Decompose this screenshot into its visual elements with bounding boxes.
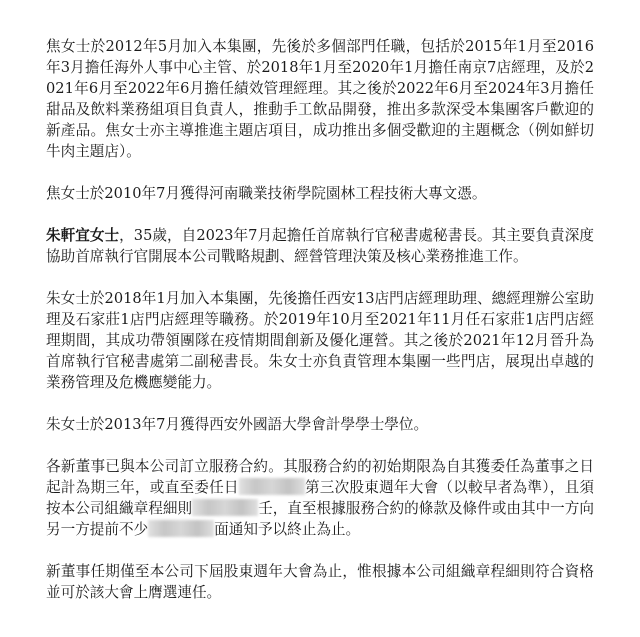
paragraph-text: ，直至根據服務合約的條款及條件或由其中一方向另一方提前不少 xyxy=(46,500,594,538)
paragraph-text: 朱女士於2013年7月獲得西安外國語大學會計學學士學位。 xyxy=(46,416,429,433)
paragraph-service-contract xyxy=(46,456,594,540)
redacted-blur xyxy=(239,478,305,495)
paragraph-term-of-office xyxy=(46,561,594,603)
paragraph-text: 各新董事已與本公司訂立服務合約。其服務合約的初始期限為自其獲委任為董事之日起計為期三年，或直至委任日 xyxy=(46,458,594,496)
paragraph-zhu-education xyxy=(46,414,594,435)
paragraph-text: 面通知予以終止為止。 xyxy=(214,521,361,538)
paragraph-text: 新董事任期僅至本公司下屆股東週年大會為止，惟根據本公司組織章程細則符合資格並可於該大會上膺選連任。 xyxy=(46,563,594,601)
paragraph-text: 焦女士於2010年7月獲得河南職業技術學院園林工程技術大專文憑。 xyxy=(46,185,487,202)
paragraph-zhu-intro xyxy=(46,225,594,267)
paragraph-zhu-career xyxy=(46,288,594,393)
paragraph-jiao-education xyxy=(46,183,594,204)
document-page xyxy=(46,36,594,603)
redacted-blur xyxy=(192,499,258,516)
paragraph-text: 朱女士於2018年1月加入本集團，先後擔任西安13店門店經理助理、總經理辦公室助理及石家莊1店門店經理等職務。於2019年10月至2021年11月任石家莊1店門店經理期間，其成功帶領團隊在疫情期間創新及優化運營。其之後於2021年12月晉升為首席執行官秘書處第二副秘書長。朱女士亦負責管理本集團一些門店，展現出卓越的業務管理及危機應變能力。 xyxy=(46,290,594,391)
paragraph-jiao-career xyxy=(46,36,594,162)
paragraph-text: ，35歲，自2023年7月起擔任首席執行官秘書處秘書長。其主要負責深度協助首席執行官開展本公司戰略規劃、經營管理決策及核心業務推進工作。 xyxy=(46,227,594,265)
paragraph-text: 壬 xyxy=(258,500,273,517)
paragraph-text: 第三次股東週年大會（以較早者為準），且須按本公司組織章程細則 xyxy=(46,479,594,517)
redacted-blur xyxy=(148,520,214,537)
paragraph-text: 焦女士於2012年5月加入本集團，先後於多個部門任職，包括於2015年1月至2016年3月擔任海外人事中心主管、於2018年1月至2020年1月擔任南京7店經理，及於2021年6月至2022年6月擔任績效管理經理。其之後於2022年6月至2024年3月擔任甜品及飲料業務組項目負責人，推動手工飲品開發，推出多款深受本集團客戶歡迎的新產品。焦女士亦主導推進主題店項目，成功推出多個受歡迎的主題概念（例如鮮切牛肉主題店）。 xyxy=(46,38,594,160)
director-name: 朱軒宜女士 xyxy=(46,227,120,244)
